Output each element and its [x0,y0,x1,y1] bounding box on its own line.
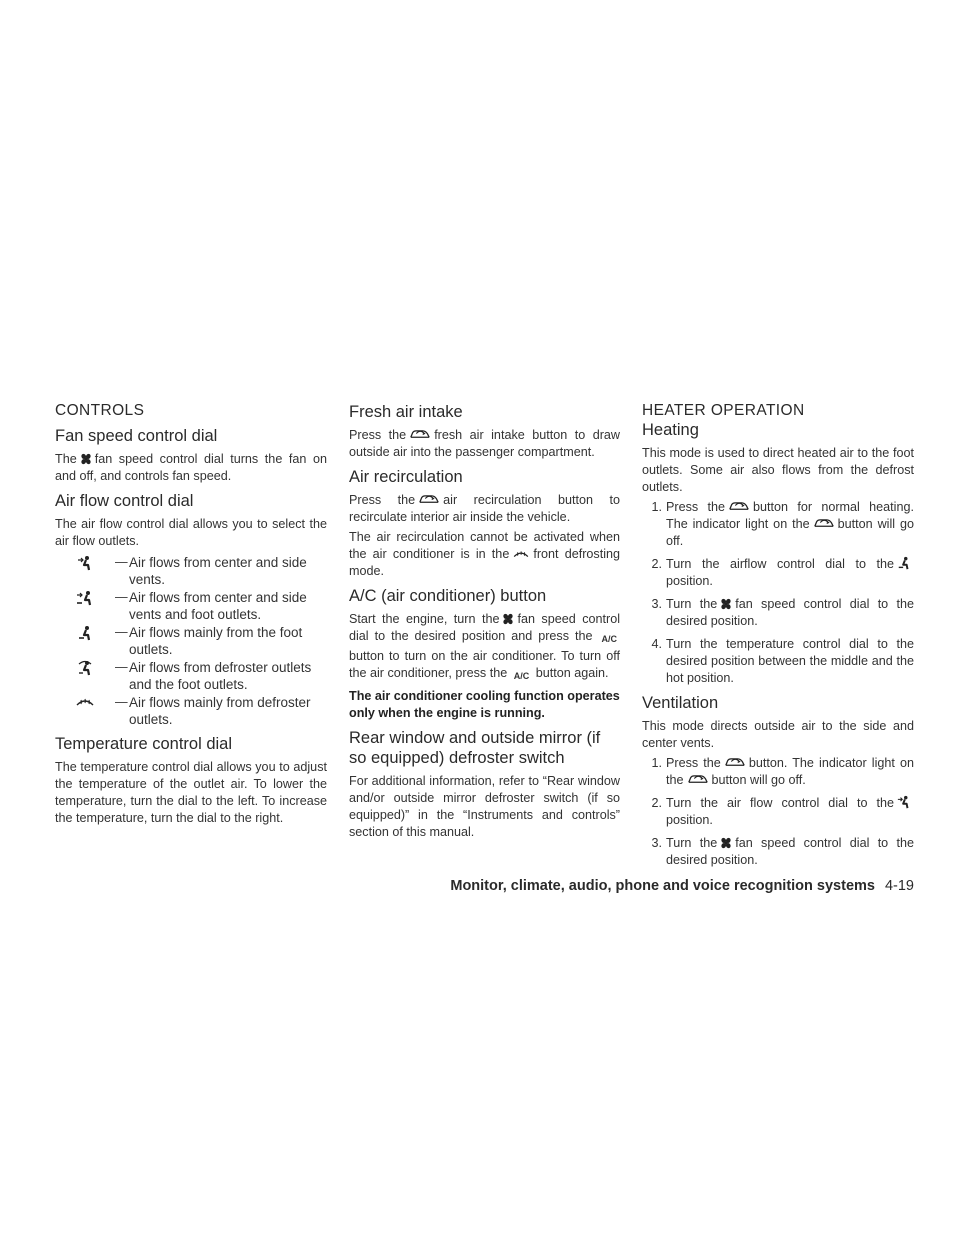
airflow-item: — Air flows from center and side vents and foot outlets. [55,589,327,623]
list-item: 4. Turn the temperature control dial to the desired position between the middle and the hot position. [651,637,914,685]
fresh-air-icon [724,756,746,769]
fresh-air-title: Fresh air intake [349,403,463,421]
vent-icon [897,795,911,809]
list-item: 3. Turn the fan speed control dial to the desired position. [651,836,915,867]
section-heading-controls: CONTROLS [55,402,145,419]
ventilation-title: Ventilation [642,694,719,712]
fresh-air-icon [728,500,750,513]
ventilation-intro: This mode directs outside air to the side and center vents. [642,719,914,750]
foot-icon [897,556,911,570]
airflow-item: — Air flows mainly from the foot outlets. [55,624,327,658]
ac-warning: The air conditioner cooling function operates only when the engine is running. [349,689,620,720]
recirculation-icon [813,517,835,530]
fresh-air-icon [409,428,431,441]
temperature-text: The temperature control dial allows you to adjust the temperature of the outlet air. To lower the temperature, turn the dial to the left. To increase the temperature, turn the dial to the right. [55,760,327,825]
ac-title: A/C (air conditioner) button [349,587,547,605]
airflow-item: — Air flows from center and side vents. [55,554,327,588]
fresh-air-text: Press the fresh air intake button to draw outside air into the passenger compartment. [349,428,620,459]
airflow-item: — Air flows mainly from defroster outlets. [55,694,327,728]
temperature-title: Temperature control dial [55,735,233,753]
heating-title: Heating [642,421,699,439]
rear-defroster-title: Rear window and outside mirror (if so equipped) defroster switch [349,729,601,767]
recirculation-text: Press the air recirculation button to recirculate interior air inside the vehicle. [349,493,620,524]
fan-speed-text: The fan speed control dial turns the fan on and off, and controls fan speed. [55,452,327,483]
airflow-intro: The air flow control dial allows you to select the air flow outlets. [55,517,327,548]
fan-icon [720,598,732,610]
fan-icon [502,613,514,625]
column-1 [55,402,327,830]
rear-defroster-text: For additional information, refer to “Rear window and/or outside mirror defroster switch (if so equipped)” in the “Instruments and controls” section of this manual. [349,774,620,839]
ac-button-icon: A/C [513,671,530,681]
list-item: 1. Press the button for normal heating. The indicator light on the button will go off. [651,500,914,548]
ventilation-steps [642,755,914,869]
fan-icon [720,837,732,849]
defrost-foot-icon [55,659,115,676]
recirculation-icon [687,773,709,786]
ac-text: Start the engine, turn the fan speed control dial to the desired position and press the $^{A/C}$ button to turn on the air conditioner. To turn off the air conditioner, press the $^{A/C}$ button again. [349,611,620,685]
section-heading-heater: HEATER OPERATION [642,402,805,419]
page-number: 4-19 [884,878,914,894]
foot-icon [55,624,115,641]
airflow-list [55,554,327,728]
list-item: 1. Press the button. The indicator light on the button will go off. [651,756,914,787]
airflow-title: Air flow control dial [55,492,194,510]
heating-intro: This mode is used to direct heated air to the foot outlets. Some air also flows from the defrost outlets. [642,446,914,494]
vent-icon [55,554,115,571]
heating-steps [642,499,914,687]
defrost-icon [512,548,530,560]
recirculation-note: The air recirculation cannot be activated when the air conditioner is in the front defrosting mode. [349,530,620,578]
list-item: 3. Turn the fan speed control dial to the desired position. [651,597,915,628]
fan-speed-title: Fan speed control dial [55,427,218,445]
column-3 [642,402,914,875]
airflow-item: — Air flows from defroster outlets and the foot outlets. [55,659,327,693]
list-item: 2. Turn the airflow control dial to the position. [642,556,914,590]
fan-icon [80,453,92,465]
recirculation-title: Air recirculation [349,468,463,486]
list-item: 2. Turn the air flow control dial to the position. [642,795,914,829]
column-2 [349,402,620,844]
defrost-icon [55,694,115,709]
page-footer [450,878,914,894]
bi-level-icon [55,589,115,606]
recirculation-icon [418,493,440,506]
footer-section-title: Monitor, climate, audio, phone and voice recognition systems [450,878,875,894]
ac-button-icon: A/C [601,634,617,644]
